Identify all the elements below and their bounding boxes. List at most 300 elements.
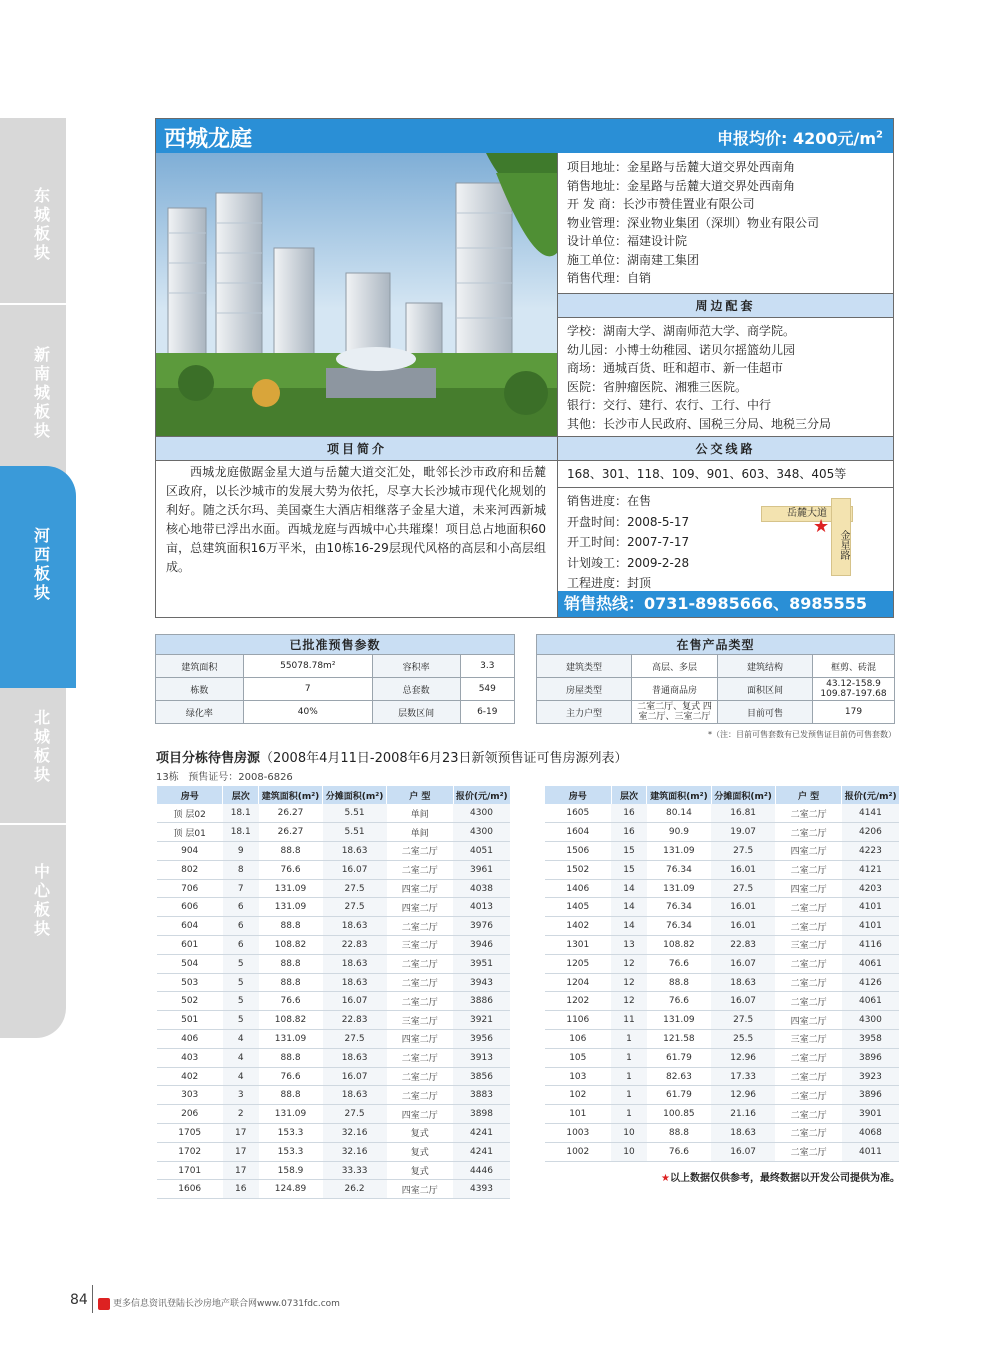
table-row <box>157 954 511 973</box>
units-header-cell: 建筑面积(m²) <box>259 786 323 804</box>
units-cell: 4011 <box>842 1142 899 1161</box>
units-cell: 131.09 <box>647 842 711 861</box>
units-cell: 108.82 <box>259 936 323 955</box>
units-cell: 四室二厅 <box>387 1105 453 1124</box>
side-tab-east[interactable] <box>0 118 66 318</box>
units-header-cell: 房号 <box>545 786 612 804</box>
units-cell: 503 <box>157 973 223 992</box>
units-header-cell: 户 型 <box>387 786 453 804</box>
units-cell: 6 <box>223 917 259 936</box>
schedule-progress: 工程进度：封顶 <box>567 576 652 590</box>
units-cell: 18.1 <box>223 823 259 842</box>
units-cell: 16.01 <box>711 860 775 879</box>
surroundings-heading: 周边配套 <box>558 293 893 318</box>
units-cell: 76.6 <box>647 954 711 973</box>
units-cell: 13 <box>611 936 647 955</box>
units-cell: 顶 层02 <box>157 804 223 823</box>
units-cell: 601 <box>157 936 223 955</box>
units-cell: 18.1 <box>223 804 259 823</box>
units-cell: 131.09 <box>259 879 323 898</box>
project-photo-illustration <box>156 153 557 437</box>
project-header <box>156 119 893 153</box>
products-cell: 普通商品房 <box>632 678 718 701</box>
table-row <box>545 842 900 861</box>
units-cell: 4061 <box>842 954 899 973</box>
units-cell: 二室二厅 <box>775 1086 842 1105</box>
price-label: 申报均价: 4200元/m <box>717 129 877 148</box>
units-cell: 706 <box>157 879 223 898</box>
units-cell: 501 <box>157 1011 223 1030</box>
units-cell: 10 <box>611 1124 647 1143</box>
presale-table <box>155 634 515 724</box>
units-cell: 1701 <box>157 1161 223 1180</box>
units-cell: 二室二厅 <box>775 804 842 823</box>
units-cell: 124.89 <box>259 1180 323 1199</box>
units-cell: 12.96 <box>711 1048 775 1067</box>
units-permit: 预售证号：2008-6826 <box>188 772 293 783</box>
table-row <box>545 917 900 936</box>
units-cell: 88.8 <box>259 1048 323 1067</box>
units-cell: 4121 <box>842 860 899 879</box>
footer-divider <box>92 1285 93 1313</box>
footer-link-text: 更多信息资讯登陆长沙房地产联合网www.0731fdc.com <box>113 1299 340 1309</box>
units-cell: 二室二厅 <box>775 973 842 992</box>
units-cell: 3883 <box>453 1086 510 1105</box>
units-cell: 二室二厅 <box>387 992 453 1011</box>
table-row <box>157 1011 511 1030</box>
units-cell: 1003 <box>545 1124 612 1143</box>
units-cell: 26.27 <box>259 804 323 823</box>
units-cell: 88.8 <box>259 842 323 861</box>
products-row <box>537 678 895 701</box>
table-row <box>545 1011 900 1030</box>
units-cell: 3901 <box>842 1105 899 1124</box>
units-cell: 4 <box>223 1030 259 1049</box>
units-cell: 16 <box>611 804 647 823</box>
units-cell: 1301 <box>545 936 612 955</box>
units-cell: 3961 <box>453 860 510 879</box>
units-header-cell: 户 型 <box>775 786 842 804</box>
units-cell: 6 <box>223 898 259 917</box>
side-tab-label: 北城板块 <box>33 708 50 784</box>
units-cell: 1702 <box>157 1142 223 1161</box>
units-cell: 16 <box>223 1180 259 1199</box>
table-row <box>545 1105 900 1124</box>
units-cell: 顶 层01 <box>157 823 223 842</box>
table-row <box>545 804 900 823</box>
units-cell: 27.5 <box>323 1105 387 1124</box>
table-row <box>157 1124 511 1143</box>
units-cell: 二室二厅 <box>775 954 842 973</box>
units-cell: 二室二厅 <box>775 1067 842 1086</box>
units-cell: 904 <box>157 842 223 861</box>
units-title-main: 项目分栋待售房源 <box>156 751 261 766</box>
units-cell: 四室二厅 <box>387 1180 453 1199</box>
units-cell: 3958 <box>842 1030 899 1049</box>
table-row <box>545 823 900 842</box>
units-header-cell: 分摊面积(m²) <box>323 786 387 804</box>
units-header-row <box>157 786 511 804</box>
table-row <box>157 1067 511 1086</box>
units-cell: 三室二厅 <box>387 1011 453 1030</box>
table-row <box>157 860 511 879</box>
units-cell: 105 <box>545 1048 612 1067</box>
units-cell: 108.82 <box>647 936 711 955</box>
products-cell: 框剪、砖混 <box>813 655 895 678</box>
table-row <box>545 973 900 992</box>
units-cell: 18.63 <box>323 1048 387 1067</box>
map-road-vertical <box>831 498 851 576</box>
units-cell: 二室二厅 <box>387 1086 453 1105</box>
units-cell: 1502 <box>545 860 612 879</box>
units-cell: 二室二厅 <box>775 992 842 1011</box>
units-cell: 12 <box>611 954 647 973</box>
units-cell: 4141 <box>842 804 899 823</box>
project-card <box>155 118 894 618</box>
units-cell: 1205 <box>545 954 612 973</box>
units-cell: 四室二厅 <box>387 898 453 917</box>
units-cell: 27.5 <box>323 1030 387 1049</box>
units-cell: 1705 <box>157 1124 223 1143</box>
units-cell: 复式 <box>387 1161 453 1180</box>
table-row <box>157 936 511 955</box>
table-row <box>157 804 511 823</box>
products-table <box>536 634 895 724</box>
location-map <box>761 498 881 583</box>
units-cell: 1405 <box>545 898 612 917</box>
site-logo-icon <box>98 1298 110 1310</box>
units-cell: 103 <box>545 1067 612 1086</box>
units-cell: 17 <box>223 1124 259 1143</box>
units-cell: 1506 <box>545 842 612 861</box>
units-cell: 131.09 <box>647 879 711 898</box>
units-cell: 76.6 <box>647 1142 711 1161</box>
table-row <box>545 860 900 879</box>
table-row <box>157 1180 511 1199</box>
units-cell: 5.51 <box>323 823 387 842</box>
units-cell: 三室二厅 <box>387 936 453 955</box>
units-cell: 4068 <box>842 1124 899 1143</box>
units-cell: 4101 <box>842 898 899 917</box>
table-row <box>157 973 511 992</box>
units-cell: 16.07 <box>711 954 775 973</box>
units-cell: 3976 <box>453 917 510 936</box>
units-cell: 三室二厅 <box>775 1030 842 1049</box>
units-cell: 22.83 <box>323 1011 387 1030</box>
price-unit-sup: 2 <box>876 129 883 141</box>
units-cell: 16.81 <box>711 804 775 823</box>
table-row <box>545 1124 900 1143</box>
units-cell: 108.82 <box>259 1011 323 1030</box>
units-cell: 76.34 <box>647 917 711 936</box>
units-cell: 5 <box>223 954 259 973</box>
units-cell: 11 <box>611 1011 647 1030</box>
units-cell: 二室二厅 <box>775 917 842 936</box>
table-row <box>157 992 511 1011</box>
side-tab-north[interactable] <box>0 688 66 838</box>
table-row <box>545 898 900 917</box>
units-cell: 18.63 <box>711 973 775 992</box>
intro-text: 西城龙庭傲踞金星大道与岳麓大道交汇处，毗邻长沙市政府和岳麓区政府，以长沙城市的发展大势为依托，尽享大长沙城市现代化规划的利好。随之沃尔玛、美国豪生大酒店相继落子金星大道，未来河西新城核心地带已浮出水面。西城龙庭与西城中心共璀璨！项目总占地面积60亩，总建筑面积16万平米，由10栋16-29层现代风格的高层和小高层组成。 <box>166 465 546 574</box>
units-cell: 1 <box>611 1105 647 1124</box>
units-cell: 5 <box>223 973 259 992</box>
units-cell: 8 <box>223 860 259 879</box>
units-cell: 4300 <box>453 804 510 823</box>
units-cell: 76.34 <box>647 860 711 879</box>
units-cell: 1 <box>611 1067 647 1086</box>
units-cell: 27.5 <box>711 879 775 898</box>
table-row <box>545 1048 900 1067</box>
units-cell: 3943 <box>453 973 510 992</box>
units-cell: 5 <box>223 1011 259 1030</box>
units-cell: 26.27 <box>259 823 323 842</box>
units-cell: 二室二厅 <box>775 1142 842 1161</box>
project-title: 西城龙庭 <box>164 127 253 152</box>
units-cell: 88.8 <box>647 973 711 992</box>
units-cell: 14 <box>611 898 647 917</box>
units-title <box>156 747 628 766</box>
schedule-status: 销售进度：在售 <box>567 494 652 508</box>
products-cell: 179 <box>813 701 895 724</box>
units-cell: 303 <box>157 1086 223 1105</box>
units-cell: 四室二厅 <box>387 1030 453 1049</box>
side-tab-newsouth[interactable] <box>0 303 66 478</box>
units-cell: 4 <box>223 1048 259 1067</box>
units-cell: 4051 <box>453 842 510 861</box>
units-cell: 14 <box>611 879 647 898</box>
units-cell: 17.33 <box>711 1067 775 1086</box>
products-row <box>537 655 895 678</box>
units-cell: 3886 <box>453 992 510 1011</box>
units-cell: 4203 <box>842 879 899 898</box>
surround-mall: 商场：通城百货、旺和超市、新一佳超市 <box>567 361 784 375</box>
side-tab-label: 新南城板块 <box>33 345 50 440</box>
units-cell: 88.8 <box>647 1124 711 1143</box>
side-tab-center[interactable] <box>0 823 66 1038</box>
surround-school: 学校：湖南大学、湖南师范大学、商学院。 <box>567 324 796 338</box>
units-cell: 二室二厅 <box>775 898 842 917</box>
presale-cell: 绿化率 <box>156 701 244 724</box>
units-cell: 1605 <box>545 804 612 823</box>
presale-cell: 层数区间 <box>372 701 460 724</box>
schedule-open: 开盘时间：2008-5-17 <box>567 514 690 529</box>
units-cell: 606 <box>157 898 223 917</box>
units-cell: 二室二厅 <box>387 842 453 861</box>
units-cell: 16.07 <box>323 992 387 1011</box>
units-cell: 12 <box>611 973 647 992</box>
units-cell: 16.01 <box>711 917 775 936</box>
units-cell: 二室二厅 <box>387 1048 453 1067</box>
units-cell: 61.79 <box>647 1086 711 1105</box>
units-cell: 4393 <box>453 1180 510 1199</box>
units-cell: 二室二厅 <box>387 917 453 936</box>
side-tab-hexi[interactable] <box>0 466 76 688</box>
units-building-info <box>156 768 293 783</box>
units-cell: 1002 <box>545 1142 612 1161</box>
detail-designer: 设计单位：福建设计院 <box>567 234 688 248</box>
units-cell: 406 <box>157 1030 223 1049</box>
units-cell: 88.8 <box>259 954 323 973</box>
products-cell: 面积区间 <box>718 678 813 701</box>
products-cell: 建筑结构 <box>718 655 813 678</box>
table-row <box>157 1161 511 1180</box>
table-row <box>157 898 511 917</box>
units-cell: 19.07 <box>711 823 775 842</box>
units-cell: 27.5 <box>323 879 387 898</box>
units-cell: 100.85 <box>647 1105 711 1124</box>
units-cell: 15 <box>611 842 647 861</box>
units-cell: 四室二厅 <box>775 879 842 898</box>
units-cell: 18.63 <box>323 842 387 861</box>
units-cell: 3913 <box>453 1048 510 1067</box>
units-cell: 3951 <box>453 954 510 973</box>
units-cell: 802 <box>157 860 223 879</box>
surround-hospital: 医院：省肿瘤医院、湘雅三医院。 <box>567 379 748 394</box>
detail-developer: 开 发 商：长沙市赞佳置业有限公司 <box>567 197 755 211</box>
bus-lines: 168、301、118、109、901、603、348、405等 <box>567 467 847 481</box>
presale-row <box>156 701 515 724</box>
units-cell: 16.07 <box>323 860 387 879</box>
units-cell: 5 <box>223 992 259 1011</box>
table-row <box>157 879 511 898</box>
units-cell: 88.8 <box>259 917 323 936</box>
table-row <box>157 1030 511 1049</box>
units-cell: 二室二厅 <box>387 860 453 879</box>
units-cell: 四室二厅 <box>775 842 842 861</box>
page-number: 84 <box>70 1292 88 1308</box>
units-cell: 4061 <box>842 992 899 1011</box>
bus-heading: 公交线路 <box>558 436 893 461</box>
map-star-icon: ★ <box>813 516 830 537</box>
table-row <box>157 1105 511 1124</box>
units-cell: 四室二厅 <box>775 1011 842 1030</box>
units-cell: 1606 <box>157 1180 223 1199</box>
units-cell: 1202 <box>545 992 612 1011</box>
units-cell: 32.16 <box>323 1142 387 1161</box>
units-header-cell: 报价(元/m²) <box>842 786 899 804</box>
units-table-right <box>544 786 899 1162</box>
units-cell: 3898 <box>453 1105 510 1124</box>
table-row <box>545 992 900 1011</box>
bus-divider <box>558 487 893 488</box>
units-cell: 403 <box>157 1048 223 1067</box>
units-cell: 206 <box>157 1105 223 1124</box>
units-cell: 1106 <box>545 1011 612 1030</box>
units-cell: 三室二厅 <box>775 936 842 955</box>
units-cell: 88.8 <box>259 973 323 992</box>
footer-link[interactable] <box>98 1296 340 1310</box>
units-subtitle: （2008年4月11日-2008年6月23日新领预售证可售房源列表） <box>260 751 628 766</box>
table-row <box>545 1030 900 1049</box>
products-cell: 房屋类型 <box>537 678 632 701</box>
units-cell: 4 <box>223 1067 259 1086</box>
units-cell: 131.09 <box>259 1105 323 1124</box>
detail-builder: 施工单位：湖南建工集团 <box>567 252 700 267</box>
units-cell: 18.63 <box>323 973 387 992</box>
units-cell: 131.09 <box>647 1011 711 1030</box>
products-note: *（注：目前可售套数有已发预售证目前仍可售套数） <box>708 730 896 739</box>
units-cell: 4446 <box>453 1161 510 1180</box>
units-cell: 3946 <box>453 936 510 955</box>
units-cell: 二室二厅 <box>775 1124 842 1143</box>
units-cell: 18.63 <box>323 1086 387 1105</box>
units-cell: 76.6 <box>647 992 711 1011</box>
units-cell: 101 <box>545 1105 612 1124</box>
intro-heading: 项目简介 <box>156 436 558 461</box>
units-cell: 1204 <box>545 973 612 992</box>
table-row <box>157 1142 511 1161</box>
units-cell: 80.14 <box>647 804 711 823</box>
table-row <box>545 1067 900 1086</box>
units-cell: 153.3 <box>259 1142 323 1161</box>
units-cell: 复式 <box>387 1124 453 1143</box>
units-header-cell: 报价(元/m²) <box>453 786 510 804</box>
units-cell: 504 <box>157 954 223 973</box>
units-header-cell: 分摊面积(m²) <box>711 786 775 804</box>
units-cell: 二室二厅 <box>387 1067 453 1086</box>
units-cell: 76.6 <box>259 992 323 1011</box>
presale-cell: 建筑面积 <box>156 655 244 678</box>
units-cell: 502 <box>157 992 223 1011</box>
units-cell: 16.07 <box>711 1142 775 1161</box>
units-cell: 402 <box>157 1067 223 1086</box>
presale-cell: 6-19 <box>460 701 514 724</box>
units-table-left <box>156 786 510 1199</box>
sales-hotline: 销售热线：0731-8985666、8985555 <box>558 591 893 617</box>
units-cell: 3 <box>223 1086 259 1105</box>
footnote-text: 以上数据仅供参考，最终数据以开发公司提供为准。 <box>670 1173 900 1184</box>
surround-other: 其他：长沙市人民政府、国税三分局、地税三分局 <box>567 416 832 431</box>
units-cell: 二室二厅 <box>775 1105 842 1124</box>
products-cell: 二室二厅、复式 四室二厅、三室二厅 <box>632 701 718 724</box>
units-cell: 16.07 <box>711 992 775 1011</box>
products-cell: 高层、多层 <box>632 655 718 678</box>
presale-cell: 栋数 <box>156 678 244 701</box>
units-cell: 25.5 <box>711 1030 775 1049</box>
detail-sales-agent: 销售代理：自销 <box>567 271 652 285</box>
units-cell: 10 <box>611 1142 647 1161</box>
units-cell: 4013 <box>453 898 510 917</box>
project-price <box>717 126 883 149</box>
units-cell: 158.9 <box>259 1161 323 1180</box>
units-cell: 6 <box>223 936 259 955</box>
units-cell: 1 <box>611 1048 647 1067</box>
presale-heading: 已批准预售参数 <box>156 635 515 655</box>
footnote-star-icon: ★ <box>661 1173 670 1184</box>
units-building: 13栋 <box>156 772 179 783</box>
units-cell: 1 <box>611 1030 647 1049</box>
units-cell: 二室二厅 <box>775 823 842 842</box>
units-cell: 27.5 <box>711 842 775 861</box>
products-cell: 43.12-158.9 109.87-197.68 <box>813 678 895 701</box>
units-cell: 18.63 <box>323 954 387 973</box>
side-tab-label: 中心板块 <box>33 862 50 938</box>
units-cell: 5.51 <box>323 804 387 823</box>
map-road-v-label: 金星路 <box>838 530 849 560</box>
table-row <box>157 823 511 842</box>
units-cell: 二室二厅 <box>775 860 842 879</box>
units-cell: 76.34 <box>647 898 711 917</box>
units-header-row <box>545 786 900 804</box>
units-cell: 18.63 <box>323 917 387 936</box>
units-cell: 1 <box>611 1086 647 1105</box>
presale-cell: 7 <box>243 678 372 701</box>
units-cell: 76.6 <box>259 860 323 879</box>
side-tab-label: 河西板块 <box>33 526 50 602</box>
presale-cell: 总套数 <box>372 678 460 701</box>
presale-cell: 容积率 <box>372 655 460 678</box>
table-row <box>545 1142 900 1161</box>
